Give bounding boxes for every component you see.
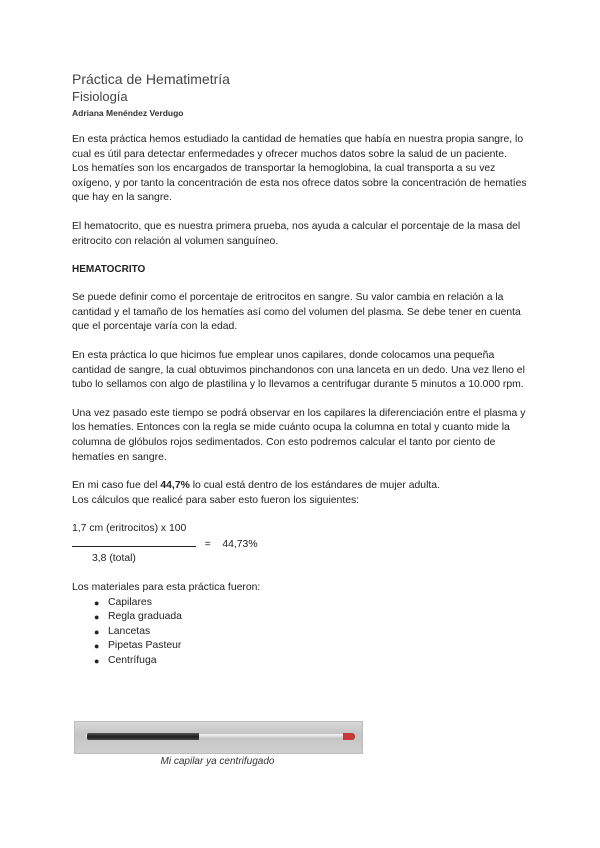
result-prefix: En mi caso fue del [72,480,161,492]
section-paragraph-2: En esta práctica lo que hicimos fue emplear unos capilares, donde colocamos una pequeña cantidad de sangre, la cual obtuvimos pinchandonos con una lanceta en un dedo. Una vez lleno el tubo lo sellamos con algo de plastilina y lo llevamos a centrifugar durante 5 minutos a 10.000 rpm. [72,349,525,391]
intro-paragraph-1: En esta práctica hemos estudiado la cantidad de hematíes que había en nuestra propia sangre, lo cual es útil para detectar enfermedades y ofrecer muchos datos sobre la salud de un paciente. [72,134,524,160]
calculation-block [72,522,532,567]
calc-equals: = [204,538,211,550]
result-paragraph [72,479,532,494]
calc-denominator: 3,8 (total) [92,553,136,565]
list-item: ● Capilares [94,596,532,611]
bullet-icon: ● [94,656,100,667]
list-item: ● Pipetas Pasteur [94,639,532,654]
author-name: Adriana Menéndez Verdugo [72,108,184,118]
intro-paragraph-3: El hematocrito, que es nuestra primera prueba, nos ayuda a calcular el porcentaje de la masa del eritrocito con relación al volumen sanguíneo. [72,220,521,247]
document-subtitle: Fisiología [72,89,128,104]
result-suffix: lo cual está dentro de los estándares de mujer adulta. [189,480,440,492]
red-cell-column [87,733,199,740]
section-paragraph-3: Una vez pasado este tiempo se podrá observar en los capilares la diferenciación entre el plasma y los hematíes. Entonces con la regla se mide cuánto ocupa la columna en total y cuanto mide la columna de glóbulos rojos sedimentados. Con esto podremos calcular el tanto por ciento de hematíes en sangre. [72,407,526,463]
calc-intro: Los cálculos que realicé para saber esto fueron los siguientes: [72,494,360,506]
capillary-photo [74,721,363,754]
list-item: ● Lancetas [94,625,532,640]
bullet-icon: ● [94,612,100,623]
bullet-icon: ● [94,641,100,652]
fraction-bar [72,537,196,547]
bullet-icon: ● [94,626,100,637]
calc-result: 44,73% [222,538,258,550]
document-title: Práctica de Hematimetría [72,71,230,87]
intro-paragraph-2: Los hematíes son los encargados de transportar la hemoglobina, la cual transporta a su vez oxígeno, y por tanto la concentración de esta nos ofrece datos sobre la concentración de hematíes que hay en la sangre. [72,163,527,204]
materials-list [72,596,532,669]
materials-intro: Los materiales para esta práctica fueron: [72,582,261,594]
bullet-icon: ● [94,597,100,608]
plasticine-seal [343,733,355,740]
document-page [72,70,532,669]
section-heading: HEMATOCRITO [72,264,146,276]
calc-numerator: 1,7 cm (eritrocitos) x 100 [72,523,187,535]
figure-caption: Mi capilar ya centrifugado [160,756,275,767]
list-item: ● Centrífuga [94,654,532,669]
list-item: ● Regla graduada [94,610,532,625]
section-paragraph-1: Se puede definir como el porcentaje de eritrocitos en sangre. Su valor cambia en relación a la cantidad y el tamaño de los hematíes así como del volumen del plasma. Se debe tener en cuenta que el porcentaje varía con la edad. [72,292,521,333]
result-value: 44,7% [160,480,190,492]
calc-fraction-line-row [72,537,532,553]
